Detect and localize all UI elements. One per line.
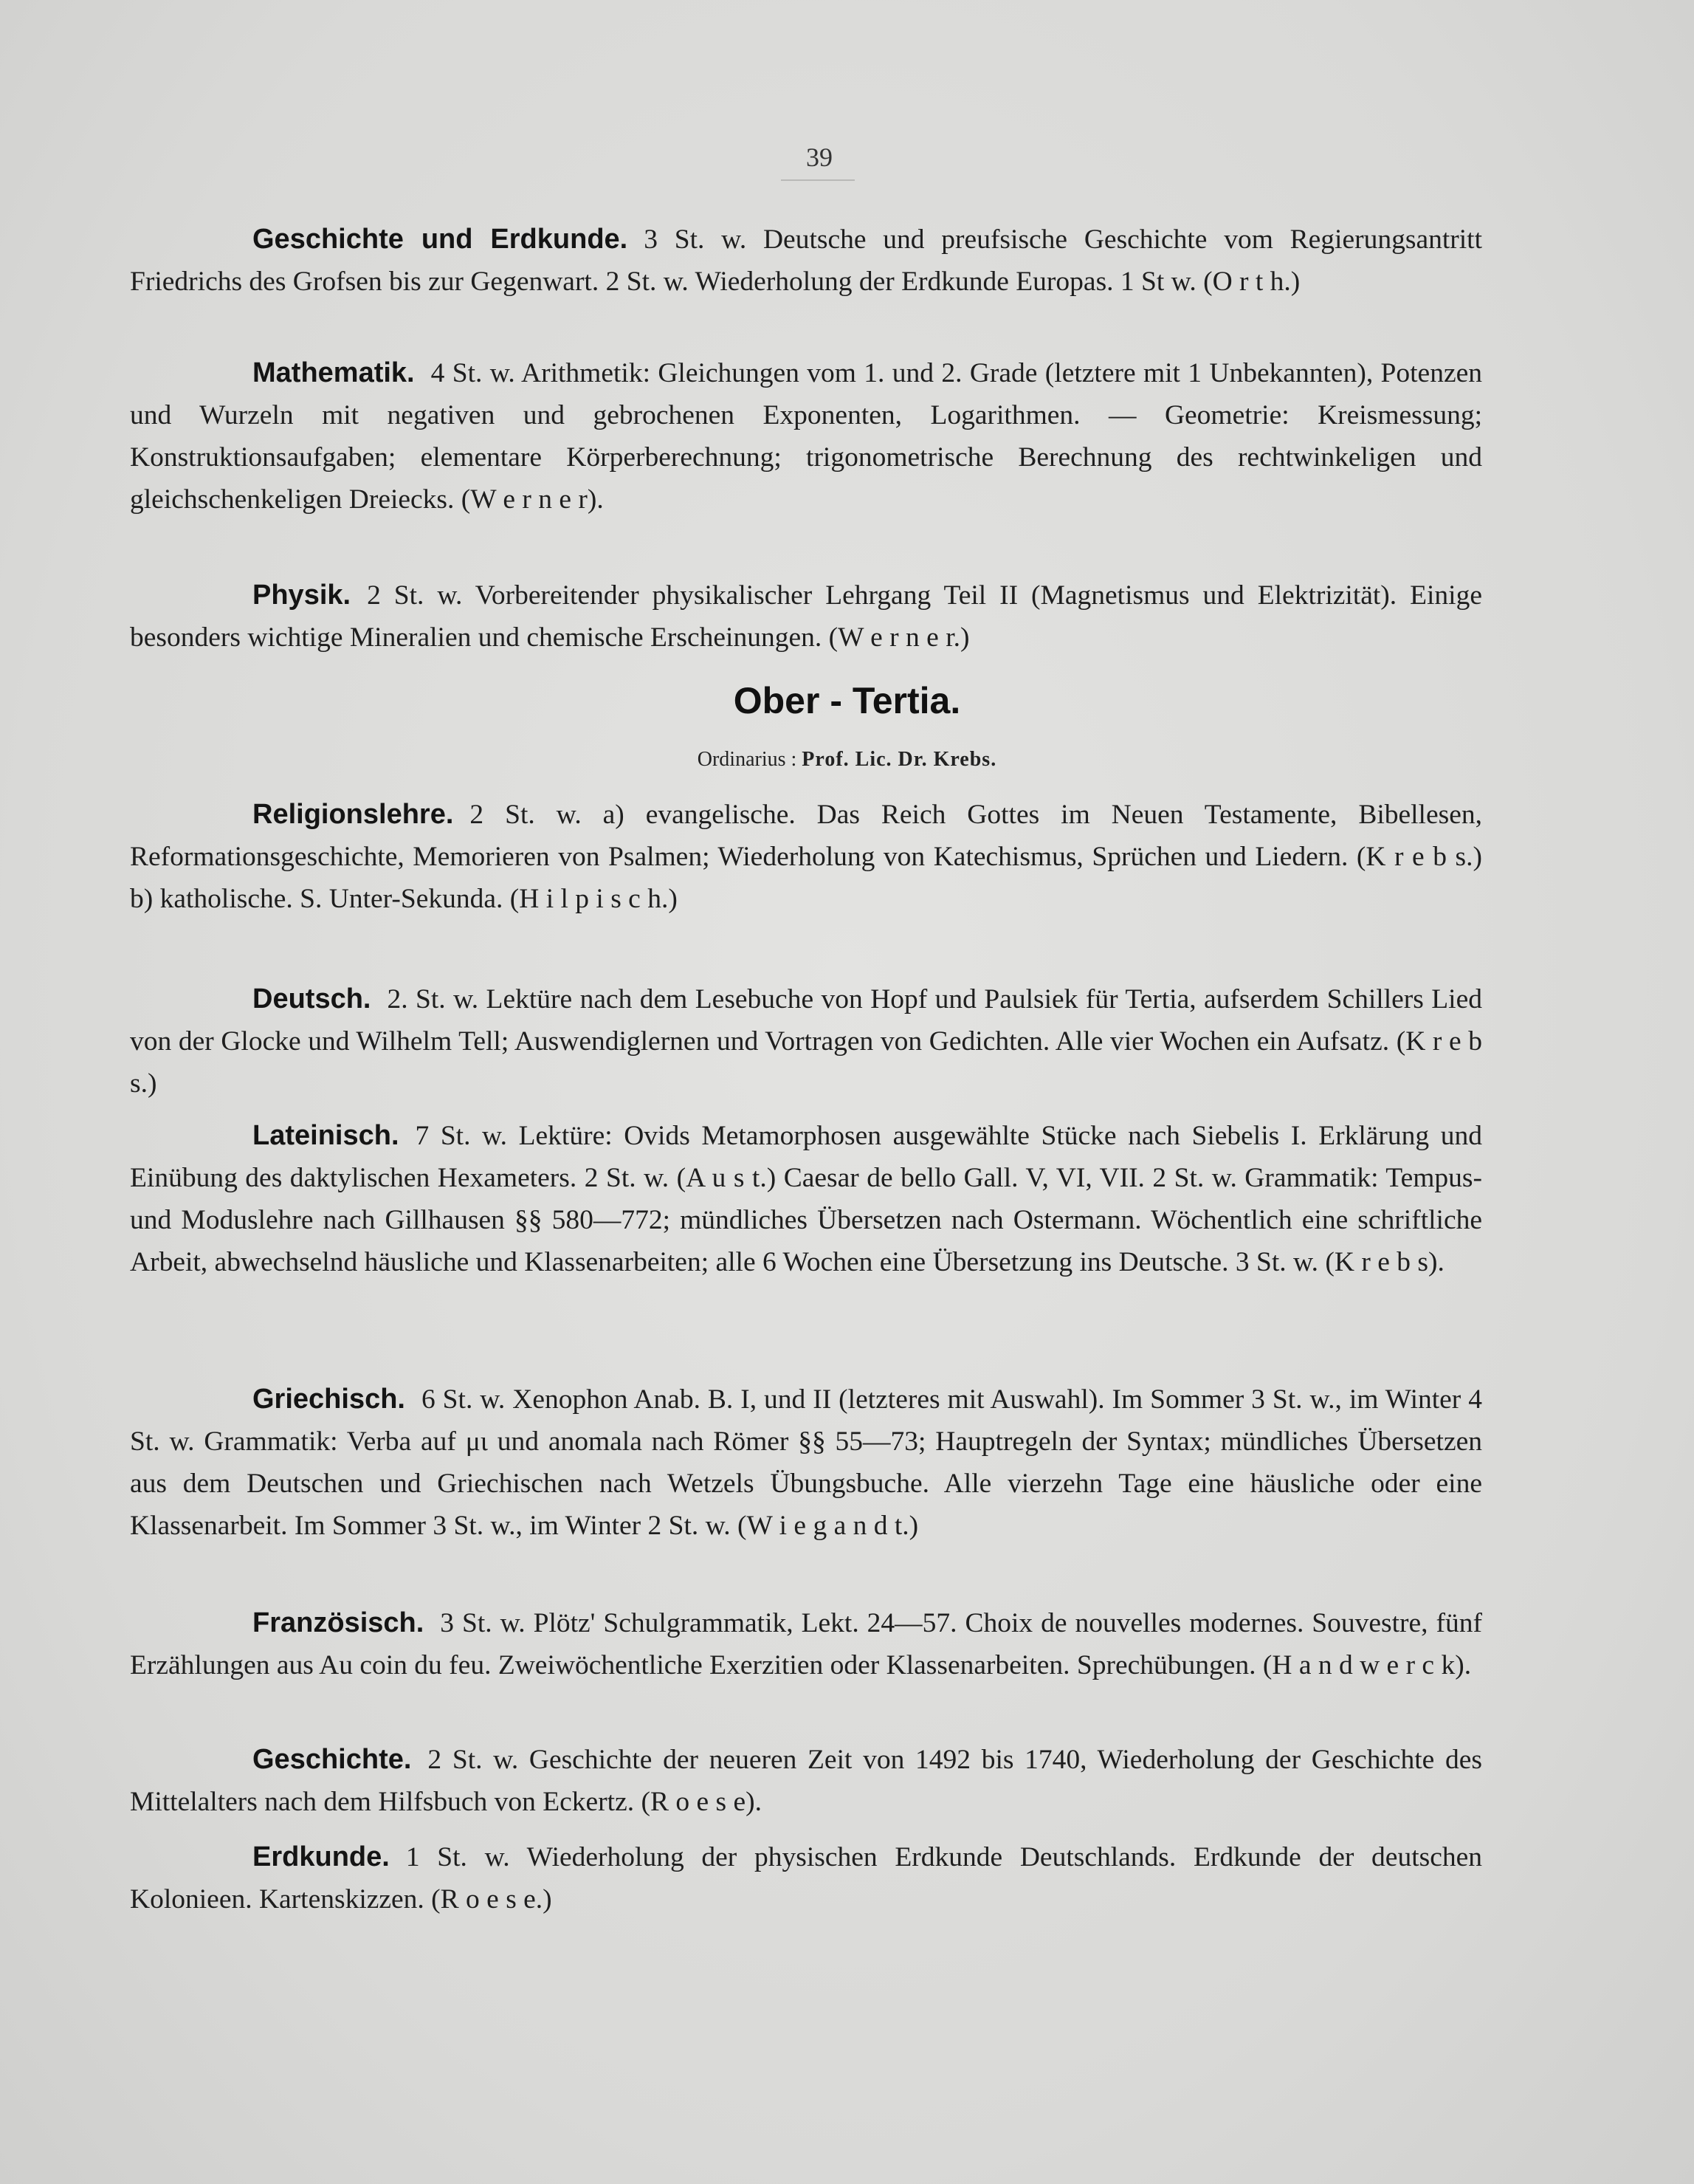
section-heading: Geschichte.: [252, 1744, 412, 1775]
section-text: 4 St. w. Arithmetik: Gleichungen vom 1. und 2. Grade (letztere mit 1 Unbekannten), Potenzen und Wurzeln mit negativen und gebrochenen Exponenten, Logarithmen. — Geometrie: Kreismessung; Konstruktionsaufgaben; elementare Körperberechnung; trigonometrische Berechnung des rechtwinkeligen und gleichschenkeligen Dreiecks. (W e r n e r).: [130, 358, 1482, 515]
section-text: 7 St. w. Lektüre: Ovids Metamorphosen ausgewählte Stücke nach Siebelis I. Erklärung und Einübung des daktylischen Hexameters. 2 St. w. (A u s t.) Caesar de bello Gall. V, VI, VII. 2 St. w. Grammatik: Tempus- und Moduslehre nach Gillhausen §§ 580—772; mündliches Übersetzen nach Ostermann. Wöchentlich eine schriftliche Arbeit, abwechselnd häusliche und Klassenarbeiten; alle 6 Wochen eine Übersetzung ins Deutsche. 3 St. w. (K r e b s).: [130, 1121, 1482, 1277]
section-heading: Erdkunde.: [252, 1841, 390, 1872]
section-lateinisch: [130, 1115, 1482, 1283]
section-heading: Lateinisch.: [252, 1120, 399, 1151]
section-text: 2 St. w. a) evangelische. Das Reich Gottes im Neuen Testamente, Bibellesen, Reformationsgeschichte, Memorieren von Psalmen; Wiederholung von Katechismus, Sprüchen und Liedern. (K r e b s.) b) katholische. S. Unter-Sekunda. (H i l p i s c h.): [130, 800, 1482, 914]
section-text: 1 St. w. Wiederholung der physischen Erdkunde Deutschlands. Erdkunde der deutschen Kolonieen. Kartenskizzen. (R o e s e.): [130, 1842, 1482, 1915]
page-number-rule: [781, 179, 855, 181]
page-number: 39: [806, 142, 833, 172]
section-heading: Religionslehre.: [252, 799, 454, 830]
section-religionslehre: [130, 794, 1482, 920]
ordinarius-line: [0, 748, 1694, 772]
section-erdkunde: [130, 1836, 1482, 1920]
section-text: 2 St. w. Geschichte der neueren Zeit von 1492 bis 1740, Wiederholung der Geschichte des Mittelalters nach dem Hilfsbuch von Eckertz. (R o e s e).: [130, 1745, 1482, 1817]
class-title: Ober - Tertia.: [733, 680, 961, 721]
section-heading: Physik.: [252, 580, 351, 611]
section-text: 2 St. w. Vorbereitender physikalischer Lehrgang Teil II (Magnetismus und Elektrizität). Einige besonders wichtige Mineralien und chemische Erscheinungen. (W e r n e r.): [130, 580, 1482, 653]
section-text: 3 St. w. Plötz' Schulgrammatik, Lekt. 24—57. Choix de nouvelles modernes. Souvestre, fünf Erzählungen aus Au coin du feu. Zweiwöchentliche Exerzitien oder Klassenarbeiten. Sprechübungen. (H a n d w e r c k).: [130, 1608, 1482, 1680]
section-text: 3 St. w. Deutsche und preufsische Geschichte vom Regierungsantritt Friedrichs des Grofsen bis zur Gegenwart. 2 St. w. Wiederholung der Erdkunde Europas. 1 St w. (O r t h.): [130, 224, 1483, 297]
section-physik: [130, 574, 1482, 659]
section-text: 6 St. w. Xenophon Anab. B. I, und II (letzteres mit Auswahl). Im Sommer 3 St. w., im Winter 4 St. w. Grammatik: Verba auf μι und anomala nach Römer §§ 55—73; Hauptregeln der Syntax; mündliches Übersetzen aus dem Deutschen und Griechischen nach Wetzels Übungsbuche. Alle vierzehn Tage eine häusliche oder eine Klassenarbeit. Im Sommer 3 St. w., im Winter 2 St. w. (W i e g a n d t.): [130, 1384, 1482, 1541]
section-heading: Deutsch.: [252, 983, 371, 1014]
section-heading: Griechisch.: [252, 1384, 405, 1415]
section-deutsch: [130, 978, 1482, 1105]
section-mathematik: [130, 352, 1482, 521]
section-heading: Mathematik.: [252, 357, 415, 388]
section-heading: Französisch.: [252, 1607, 424, 1638]
section-heading: Geschichte und Erdkunde.: [252, 224, 628, 255]
ordinarius-label: Ordinarius :: [697, 748, 797, 771]
ordinarius-name: Prof. Lic. Dr. Krebs.: [802, 748, 997, 771]
section-geschichte: [130, 1739, 1482, 1823]
section-text: 2. St. w. Lektüre nach dem Lesebuche von Hopf und Paulsiek für Tertia, aufserdem Schillers Lied von der Glocke und Wilhelm Tell; Auswendiglernen und Vortragen von Gedichten. Alle vier Wochen ein Aufsatz. (K r e b s.): [130, 984, 1482, 1099]
section-franzoesisch: [130, 1602, 1482, 1686]
section-griechisch: [130, 1378, 1482, 1547]
section-geschichte-erdkunde: [130, 219, 1482, 303]
